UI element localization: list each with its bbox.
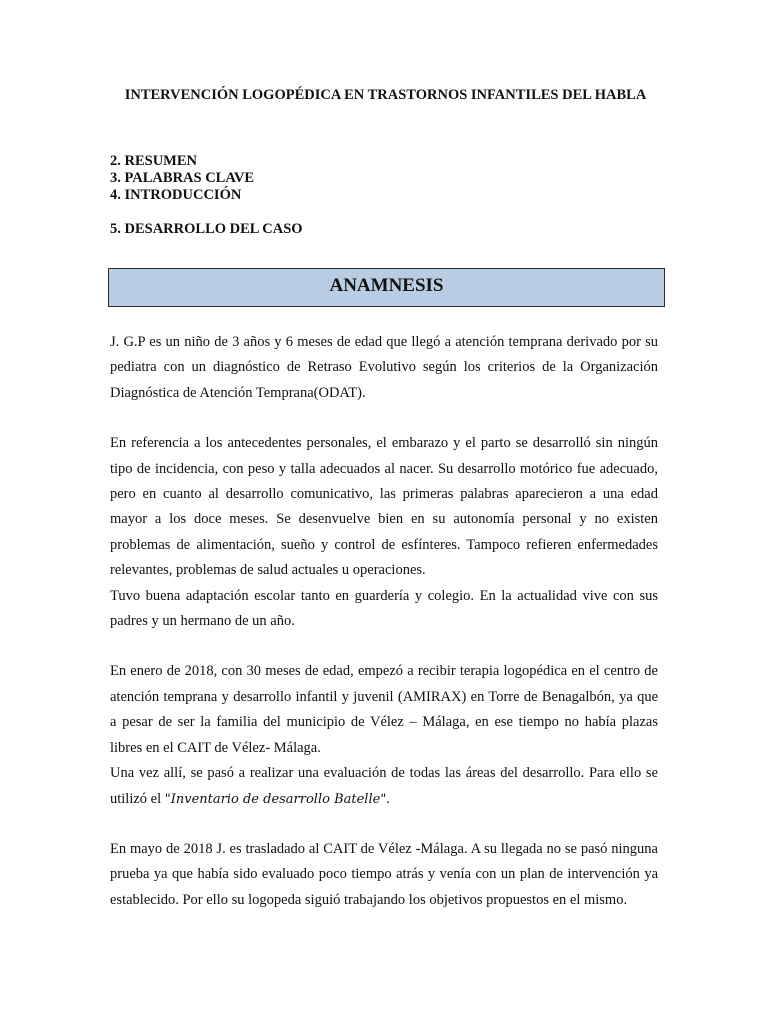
table-of-contents [110, 153, 661, 238]
inventory-title: "Inventario de desarrollo Batelle" [164, 791, 387, 807]
paragraph-patient-intro: J. G.P es un niño de 3 años y 6 meses de edad que llegó a atención temprana derivado por su pediatra con un diagnóstico de Retraso Evolutivo según los criterios de la Organización Diagnóstica de Atención Temprana(ODAT). [110, 334, 658, 401]
toc-item-resumen: 2. RESUMEN [110, 153, 198, 169]
section-heading: ANAMNESIS [329, 275, 444, 296]
document-title: INTERVENCIÓN LOGOPÉDICA EN TRASTORNOS INFANTILES DEL HABLA [124, 87, 647, 103]
paragraph-school-adaptation: Tuvo buena adaptación escolar tanto en guardería y colegio. En la actualidad vive con sus padres y un hermano de un año. [110, 587, 658, 630]
paragraph-personal-history: En referencia a los antecedentes personales, el embarazo y el parto se desarrolló sin ningún tipo de incidencia, con peso y talla adecuados al nacer. Su desarrollo motórico fue adecuado, pero en cuanto al desarrollo comunicativo, las primeras palabras aparecieron a una edad mayor a los doce meses. Se desenvuelve bien en su autonomía personal y no existen problemas de alimentación, sueño y control de esfínteres. Tampoco refieren enfermedades relevantes, problemas de salud actuales u operaciones. [110, 435, 658, 579]
section-heading-box [108, 268, 665, 307]
toc-item-palabras-clave: 3. PALABRAS CLAVE [110, 170, 255, 186]
paragraph-evaluation [110, 761, 658, 812]
document-body [110, 330, 658, 913]
toc-item-desarrollo-del-caso: 5. DESARROLLO DEL CASO [110, 221, 303, 237]
evaluation-end: . [386, 790, 390, 807]
paragraph-transfer: En mayo de 2018 J. es trasladado al CAIT de Vélez -Málaga. A su llegada no se pasó ninguna prueba ya que había sido evaluado poco tiempo atrás y venía con un plan de intervención ya establecido. Por ello su logopeda siguió trabajando los objetivos propuestos en el mismo. [110, 840, 658, 908]
toc-item-introduccion: 4. INTRODUCCIÓN [110, 187, 242, 203]
paragraph-therapy-start: En enero de 2018, con 30 meses de edad, empezó a recibir terapia logopédica en el centro de atención temprana y desarrollo infantil y juvenil (AMIRAX) en Torre de Benagalbón, ya que a pesar de ser la familia del municipio de Vélez – Málaga, en ese tiempo no había plazas libres en el CAIT de Vélez- Málaga. [110, 663, 658, 756]
evaluation-text: Una vez allí, se pasó a realizar una evaluación de todas las áreas del desarrollo. Para ello se utilizó el [110, 765, 658, 807]
